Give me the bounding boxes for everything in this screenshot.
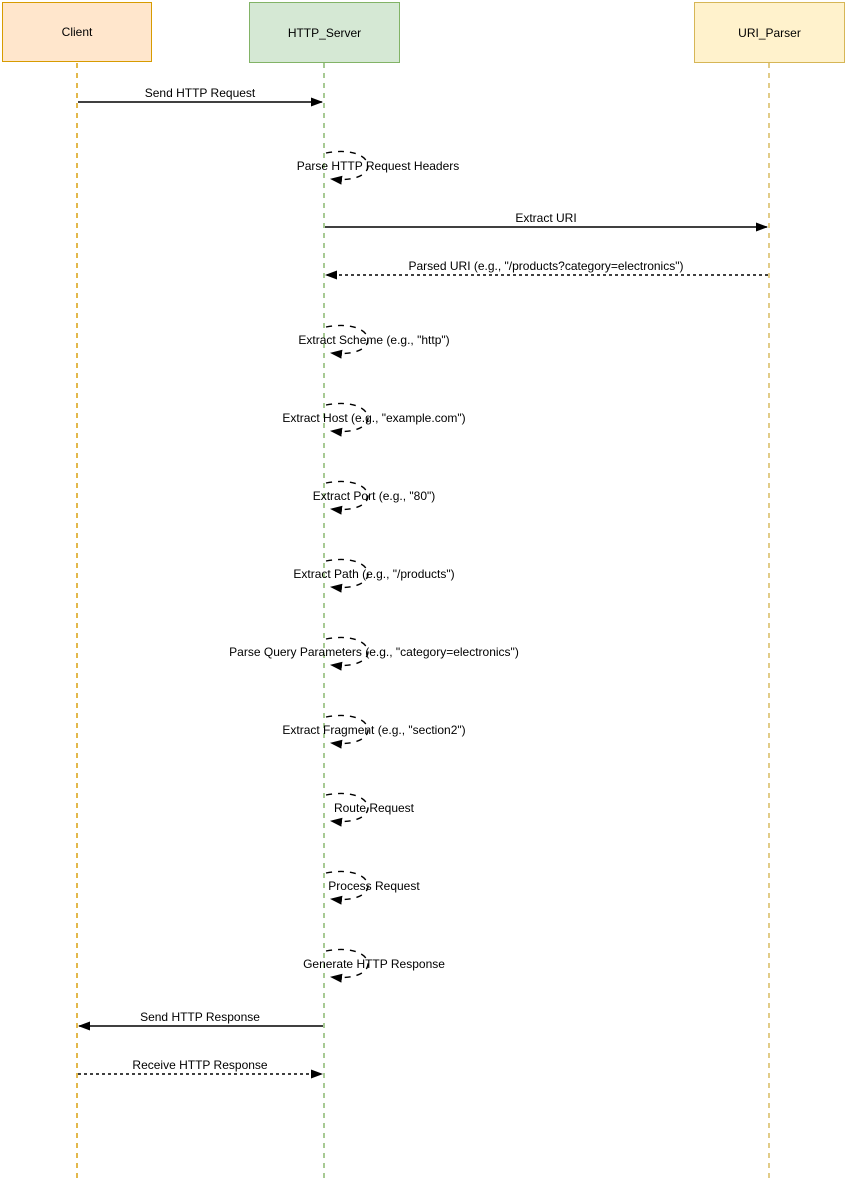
message-label-parse-query-params: Parse Query Parameters (e.g., "category=electronics") xyxy=(229,645,519,659)
actor-label-client: Client xyxy=(61,25,93,39)
message-label-parsed-uri: Parsed URI (e.g., "/products?category=electronics") xyxy=(408,259,684,273)
message-label-generate-http-response: Generate HTTP Response xyxy=(303,957,445,971)
actor-label-uri-parser: URI_Parser xyxy=(738,25,801,40)
message-label-extract-host: Extract Host (e.g., "example.com") xyxy=(282,411,466,425)
actor-box-http-server xyxy=(249,2,400,63)
message-label-parse-headers: Parse HTTP Request Headers xyxy=(296,159,460,173)
actor-box-client xyxy=(2,2,152,62)
message-label-extract-scheme: Extract Scheme (e.g., "http") xyxy=(298,333,450,347)
message-label-receive-http-response: Receive HTTP Response xyxy=(132,1058,268,1072)
message-label-send-http-response: Send HTTP Response xyxy=(140,1010,260,1024)
actor-label-http-server: HTTP_Server xyxy=(287,25,362,40)
arrows-group xyxy=(78,102,768,1074)
message-label-process-request: Process Request xyxy=(328,879,420,893)
message-label-route-request: Route Request xyxy=(333,801,415,815)
message-label-extract-uri: Extract URI xyxy=(515,211,577,225)
actor-box-uri-parser xyxy=(694,2,845,63)
message-label-extract-fragment: Extract Fragment (e.g., "section2") xyxy=(282,723,466,737)
message-label-extract-path: Extract Path (e.g., "/products") xyxy=(293,567,455,581)
message-label-extract-port: Extract Port (e.g., "80") xyxy=(312,489,436,503)
message-label-send-http-request: Send HTTP Request xyxy=(144,86,256,100)
